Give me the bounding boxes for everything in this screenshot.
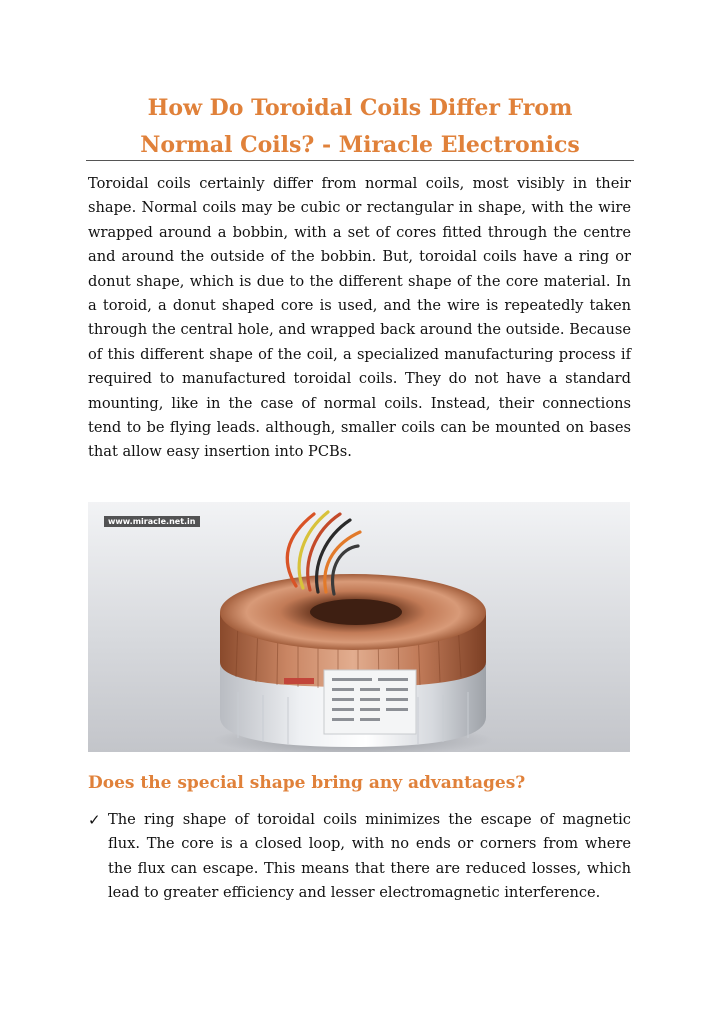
section-heading: Does the special shape bring any advantages?: [88, 773, 526, 793]
page-title-line-2: Normal Coils? - Miracle Electronics: [140, 132, 580, 158]
intro-paragraph: Toroidal coils certainly differ from normal coils, most visibly in their shape. Normal coils may be cubic or rectangular in shape, with the wire wrapped around a bobbin, with a set of cores fitted through the centre and around the outside of the bobbin. But, toroidal coils have a ring or donut shape, which is due to the different shape of the core material. In a toroid, a donut shaped core is used, and the wire is repeatedly taken through the central hole, and wrapped back around the outside. Because of this different shape of the coil, a specialized manufacturing process if required to manufactured toroidal coils. They do not have a standard mounting, like in the case of normal coils. Instead, their connections tend to be flying leads. although, smaller coils can be mounted on bases that allow easy insertion into PCBs.: [88, 175, 631, 461]
bullet-text: The ring shape of toroidal coils minimizes the escape of magnetic flux. The core is a closed loop, with no ends or corners from where the flux can escape. This means that there are reduced losses, which lead to greater efficiency and lesser electromagnetic interference.: [108, 811, 631, 902]
toroidal-transformer-photo: [88, 502, 630, 752]
page-title: [86, 90, 634, 164]
image-watermark: www.miracle.net.in: [104, 516, 200, 527]
page-title-line-1: How Do Toroidal Coils Differ From: [147, 95, 573, 121]
toroidal-coil-illustration: [88, 502, 630, 752]
brand-logo-mark: [284, 678, 314, 684]
title-divider: [86, 160, 634, 161]
checkmark-icon: ✓: [88, 811, 101, 829]
coil-center-hole: [310, 599, 402, 625]
